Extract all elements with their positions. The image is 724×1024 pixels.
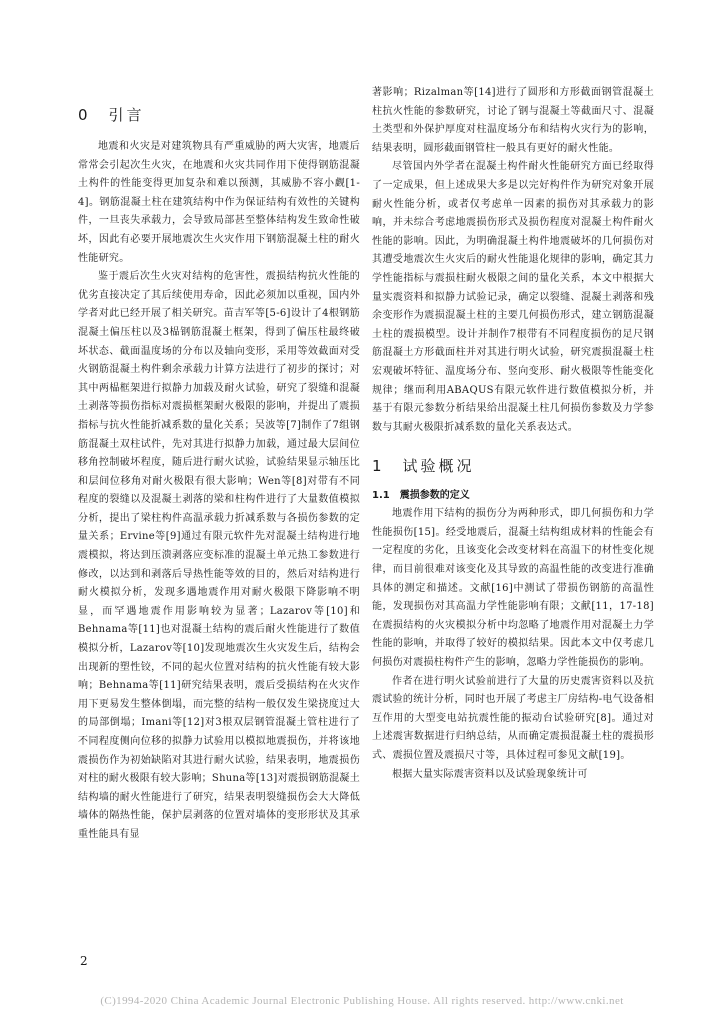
page-number: 2 xyxy=(80,954,88,968)
subsection-title: 1.1 震损参数的定义 xyxy=(372,490,470,502)
paragraph: 地震和火灾是对建筑物具有严重威胁的两大灾害，地震后常常会引起次生火灾，在地震和火灾共同作用下使得钢筋混凝土构件的性能变得更加复杂和难以预测，其威胁不容小觑[1-4]。钢筋混凝土柱在建筑结构中作为保证结构有效性的关键构件，一旦丧失承载力，会导致局部甚至整体结构发生致命性破坏，因此有必要开展地震次生火灾作用下钢筋混凝土柱的耐火性能研究。 xyxy=(78,141,360,264)
right-column xyxy=(372,84,654,784)
section-title-test-overview: 1 试验概况 xyxy=(372,457,475,476)
left-column xyxy=(78,84,360,845)
paragraph: 地震作用下结构的损伤分为两种形式，即几何损伤和力学性能损伤[15]。经受地震后，混凝土结构组成材料的性能会有一定程度的劣化，且该变化会改变材料在高温下的材性变化规律，而目前很难对该变化及其导致的高温性能的改变进行准确具体的测定和描述。文献[16]中测试了带损伤钢筋的高温性能，发现损伤对其高温力学性能影响有限；文献[11，17-18]在震损结构的火灾模拟分析中均忽略了地震作用对混凝土力学性能的影响，并取得了较好的模拟结果。因此本文中仅考虑几何损伤对震损柱构件产生的影响，忽略力学性能损伤的影响。 xyxy=(372,508,654,669)
section-title-introduction: 0 引言 xyxy=(78,106,145,124)
paragraph: 鉴于震后次生火灾对结构的危害性，震损结构抗火性能的优劣直接决定了其后续使用寿命，因此必须加以重视，国内外学者对此已经开展了相关研究。苗吉军等[5-6]设计了4根钢筋混凝土偏压柱以及3榀钢筋混凝土框架，得到了偏压柱最终破坏状态、截面温度场的分布以及轴向变形，采用等效截面对受火钢筋混凝土构件剩余承载力计算方法进行了初步的探讨；对其中两榀框架进行拟静力加载及耐火试验，研究了裂缝和混凝土剥落等损伤指标对震损框架耐火极限的影响，并提出了震损指标与抗火性能折减系数的量化关系；吴波等[7]制作了7组钢筋混凝土双柱试件，先对其进行拟静力加载，通过最大层间位移角控制破坏程度，随后进行耐火试验，试验结果显示轴压比和层间位移角对耐火极限有很大影响；Wen等[8]对带有不同程度的裂缝以及混凝土剥落的梁和柱构件进行了大量数值模拟分析，提出了梁柱构件高温承载力折减系数与各损伤参数的定量关系；Ervine等[9]通过有限元软件先对混凝土结构进行地震模拟，将达到压溃剥落应变标准的混凝土单元热工参数进行修改，以达到和剥落后导热性能等效的目的，然后对结构进行耐火模拟分析，发现多遇地震作用对耐火极限下降影响不明显，而罕遇地震作用影响较为显著；Lazarov等[10]和Behnama等[11]也对混凝土结构的震后耐火性能进行了数值模拟分析，Lazarov等[10]发现地震次生火灾发生后，结构会出现新的塑性铰，不同的起火位置对结构的抗火性能有较大影响；Behnama等[11]研究结果表明，震后受损结构在火灾作用下更易发生整体倒塌，而完整的结构一般仅发生梁挠度过大的局部倒塌；Imani等[12]对3根双层钢管混凝土管柱进行了不同程度侧向位移的拟静力试验用以模拟地震损伤，并将该地震损伤作为初始缺陷对其进行耐火试验，结果表明，地震损伤对柱的耐火极限有较大影响；Shuna等[13]对震损钢筋混凝土结构墙的耐火性能进行了研究，结果表明裂缝损伤会大大降低墙体的隔热性能，保护层剥落的位置对墙体的变形形状及其承重性能具有显 xyxy=(78,271,360,840)
paragraph: 根据大量实际震害资料以及试验现象统计可 xyxy=(392,768,588,780)
paragraph-continued: 著影响；Rizalman等[14]进行了圆形和方形截面钢管混凝土柱抗火性能的参数研究，讨论了钢与混凝土等截面尺寸、混凝土类型和外保护厚度对柱温度场分布和结构火灾行为的影响，结果表明，圆形截面钢管柱一般具有更好的耐火性能。 xyxy=(372,87,654,154)
paragraph: 作者在进行明火试验前进行了大量的历史震害资料以及抗震试验的统计分析，同时也开展了考虑主厂房结构-电气设备相互作用的大型变电站抗震性能的振动台试验研究[8]。通过对上述震害数据进行归纳总结，从而确定震损混凝土柱的震损形式、震损位置及震损尺寸等，具体过程可参见文献[19]。 xyxy=(372,675,654,761)
copyright-footer: (C)1994-2020 China Academic Journal Electronic Publishing House. All rights reserved. http://www.cnki.net xyxy=(100,995,624,1007)
paragraph: 尽管国内外学者在混凝土构件耐火性能研究方面已经取得了一定成果，但上述成果大多是以完好构件作为研究对象开展耐火性能分析，或者仅考虑单一因素的损伤对其承载力的影响，并未综合考虑地震损伤形式及损伤程度对混凝土构件耐火性能的影响。因此，为明确混凝土构件地震破坏的几何损伤对其遭受地震次生火灾后的耐火性能退化规律的影响，确定其力学性能指标与震损柱耐火极限之间的量化关系，本文中根据大量实震资料和拟静力试验记录，确定以裂缝、混凝土剥落和残余变形作为震损混凝土柱的主要几何损伤形式，建立钢筋混凝土柱的震损模型。设计并制作7根带有不同程度损伤的足尺钢筋混凝土方形截面柱并对其进行明火试验，研究震损混凝土柱宏观破坏特征、温度场分布、竖向变形、耐火极限等性能变化规律；继而利用ABAQUS有限元软件进行数值模拟分析，并基于有限元参数分析结果给出混凝土柱几何损伤参数及力学参数与其耐火极限折减系数的量化关系表达式。 xyxy=(372,161,654,433)
